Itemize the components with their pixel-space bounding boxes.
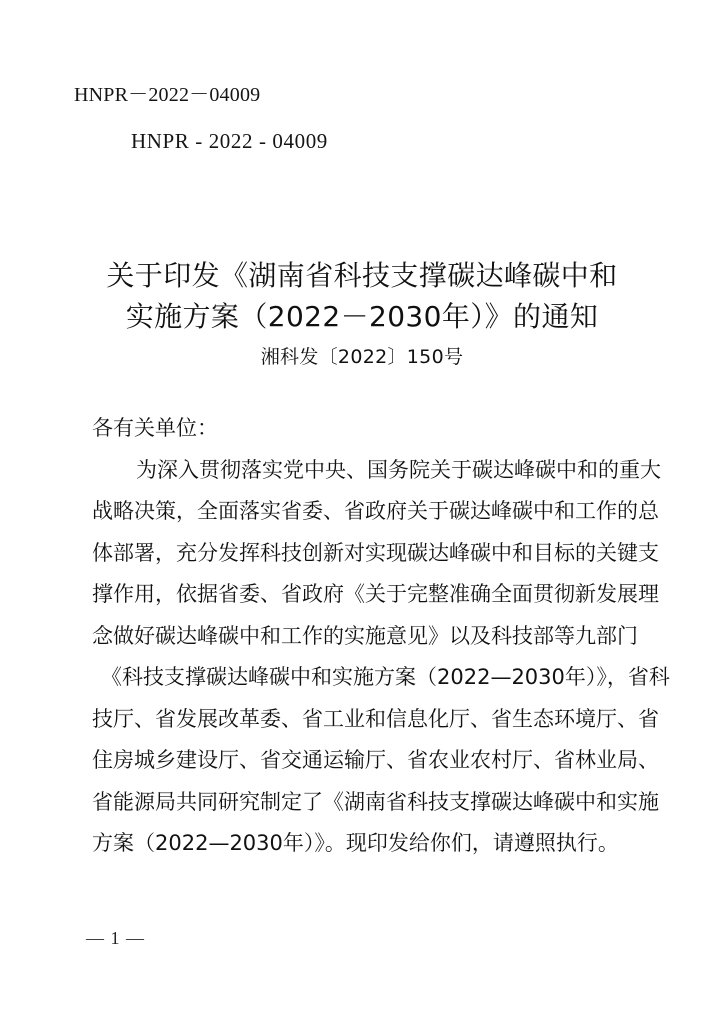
body-paragraph-line: 省能源局共同研究制定了《湖南省科技支撑碳达峰碳中和实施 xyxy=(92,789,659,814)
body-paragraph-line: 体部署，充分发挥科技创新对实现碳达峰碳中和目标的关键支 xyxy=(92,540,659,565)
body-paragraph-line: 为深入贯彻落实党中央、国务院关于碳达峰碳中和的重大 xyxy=(136,457,661,482)
body-paragraph-line: 撑作用，依据省委、省政府《关于完整准确全面贯彻新发展理 xyxy=(92,582,659,606)
document-body xyxy=(92,408,670,865)
document-title-line-2: 实施方案（2022－2030年）》的通知 xyxy=(125,300,599,333)
document-issue-number: 湘科发〔2022〕150号 xyxy=(260,346,464,368)
body-paragraph-line: 战略决策，全面落实省委、省政府关于碳达峰碳中和工作的总 xyxy=(92,499,659,523)
page-number-footer: — 1 — xyxy=(86,928,145,948)
document-code-primary: HNPR－2022－04009 xyxy=(74,84,261,106)
document-code-secondary: HNPR - 2022 - 04009 xyxy=(131,129,328,153)
body-paragraph-line: 住房城乡建设厅、省交通运输厅、省农业农村厅、省林业局、 xyxy=(92,748,659,772)
body-paragraph-line: 方案（2022—2030年）》。现印发给你们，请遵照执行。 xyxy=(92,831,619,855)
document-title-block xyxy=(0,255,724,370)
body-paragraph-line: 念做好碳达峰碳中和工作的实施意见》以及科技部等九部门 xyxy=(92,623,638,648)
salutation: 各有关单位： xyxy=(92,416,218,440)
body-paragraph-line: 技厅、省发展改革委、省工业和信息化厅、省生态环境厅、省 xyxy=(92,706,659,731)
document-title-line-1: 关于印发《湖南省科技支撑碳达峰碳中和 xyxy=(106,259,618,292)
body-paragraph-line: 《科技支撑碳达峰碳中和实施方案（2022—2030年）》，省科 xyxy=(101,665,670,689)
